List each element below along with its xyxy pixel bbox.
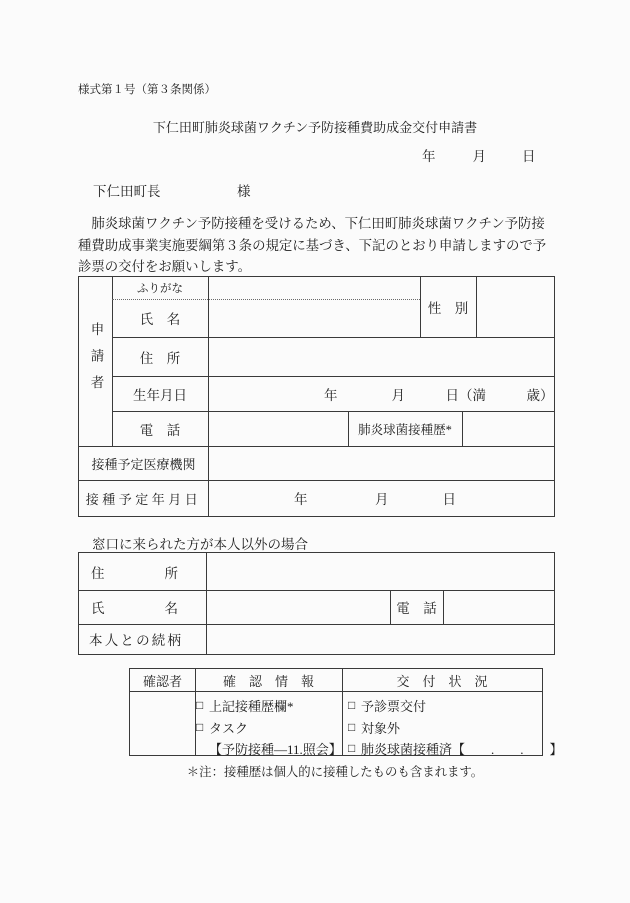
birthdate-label: 生年月日 xyxy=(133,387,187,403)
gender-field xyxy=(477,277,554,337)
name-field xyxy=(209,300,420,337)
proxy-table xyxy=(78,552,555,655)
proxy-address-field xyxy=(207,553,554,590)
application-paragraph xyxy=(78,213,546,278)
recipient-name: 下仁田町長 xyxy=(93,184,161,199)
recipient-honorific: 様 xyxy=(237,184,251,199)
address-label: 住 所 xyxy=(139,350,181,366)
proxy-relation-label: 本人との続柄 xyxy=(89,633,181,648)
phone-label: 電 話 xyxy=(139,422,181,438)
checklist-item xyxy=(196,695,342,716)
gender-label: 性 別 xyxy=(427,301,469,316)
checkbox-empty-icon: □ xyxy=(348,740,356,755)
phone-field xyxy=(209,412,348,446)
vaccination-history-field xyxy=(463,412,554,446)
proxy-section-heading: 窓口に来られた方が本人以外の場合 xyxy=(92,537,308,552)
checklist-item-label: 予診票交付 xyxy=(361,699,427,715)
issue-status-header: 交 付 状 況 xyxy=(396,673,488,689)
proxy-name-field xyxy=(207,591,390,624)
address-field xyxy=(209,338,554,376)
vaccination-history-label: 肺炎球菌接種歴* xyxy=(358,422,452,437)
checklist-item-label: 上記接種歴欄* xyxy=(209,699,294,715)
checklist-item xyxy=(196,716,342,737)
confirmer-header: 確認者 xyxy=(142,673,182,689)
paragraph-line-1: 肺炎球菌ワクチン予防接種を受けるため、下仁田町肺炎球菌ワクチン予防接 xyxy=(78,216,545,231)
proxy-name-label: 氏名 xyxy=(91,601,178,616)
checklist-item xyxy=(348,695,563,716)
proxy-address-label: 住所 xyxy=(91,565,178,581)
checklist-item-label: タスク xyxy=(209,720,249,736)
confirmation-info-list xyxy=(196,695,342,759)
checklist-item-label: 【予防接種—11.照会】 xyxy=(209,741,342,757)
checkbox-empty-icon: □ xyxy=(196,698,204,713)
issue-status-list xyxy=(348,695,563,759)
checkbox-empty-icon: □ xyxy=(196,719,204,734)
form-number: 様式第１号（第３条関係） xyxy=(78,84,216,96)
application-date-line xyxy=(422,145,536,165)
checklist-item-label: 対象外 xyxy=(361,720,401,736)
birthdate-value-template: 年 月 日（満 歳） xyxy=(324,387,554,403)
applicant-table xyxy=(78,276,555,517)
planned-date-label: 接種予定年月日 xyxy=(85,491,202,507)
paragraph-line-2: 種費助成事業実施要綱第３条の規定に基づき、下記のとおり申請しますので予 xyxy=(78,237,547,253)
confirmer-field xyxy=(130,692,194,755)
applicant-group-label-cell xyxy=(79,277,112,446)
checklist-item xyxy=(348,738,563,759)
name-label: 氏 名 xyxy=(139,312,181,327)
furigana-label: ふりがな xyxy=(137,283,183,295)
proxy-phone-field xyxy=(444,591,554,624)
date-month-label: 月 xyxy=(472,149,486,164)
form-title: 下仁田町肺炎球菌ワクチン予防接種費助成金交付申請書 xyxy=(152,120,478,135)
confirmation-info-header: 確 認 情 報 xyxy=(222,673,314,689)
planned-hospital-field xyxy=(209,447,554,480)
furigana-field xyxy=(209,277,420,299)
proxy-relation-field xyxy=(207,625,554,654)
applicant-group-label: 申請者 xyxy=(88,321,104,402)
planned-hospital-label: 接種予定医療機関 xyxy=(91,456,196,472)
checklist-item xyxy=(196,738,342,759)
proxy-phone-label: 電 話 xyxy=(396,601,437,616)
date-day-label: 日 xyxy=(522,149,536,164)
checklist-item-label: 肺炎球菌接種済【 . . 】 xyxy=(361,741,563,757)
planned-date-value-template: 年 月 日 xyxy=(294,492,456,507)
proxy-relation-label-cell xyxy=(79,624,206,654)
proxy-address-label-cell xyxy=(79,553,206,590)
paragraph-line-3: 診票の交付をお願いします。 xyxy=(78,259,252,274)
proxy-name-label-cell xyxy=(79,590,206,624)
checkbox-empty-icon: □ xyxy=(348,698,356,713)
footnote: ＊注：接種歴は個人的に接種したものも含まれます。 xyxy=(186,765,484,779)
confirmation-table xyxy=(129,668,563,757)
checkbox-empty-icon: □ xyxy=(348,719,356,734)
date-year-label: 年 xyxy=(422,149,436,164)
checklist-item xyxy=(348,716,563,737)
